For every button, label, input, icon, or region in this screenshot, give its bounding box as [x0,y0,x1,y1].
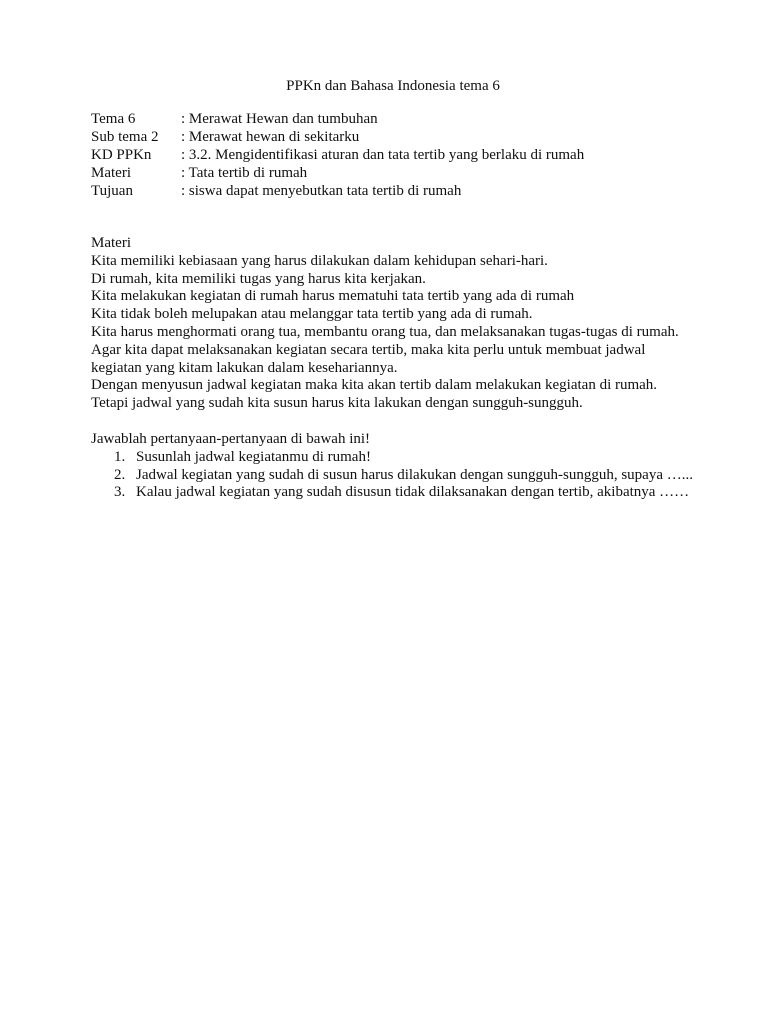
paragraph-line: Kita memiliki kebiasaan yang harus dilakukan dalam kehidupan sehari-hari. [91,252,548,269]
question-text: Susunlah jadwal kegiatanmu di rumah! [136,448,371,465]
paragraph-line: Agar kita dapat melaksanakan kegiatan secara tertib, maka kita perlu untuk membuat jadwal [91,341,646,358]
paragraph-line: Di rumah, kita memiliki tugas yang harus kita kerjakan. [91,270,426,287]
paragraph-line: Kita melakukan kegiatan di rumah harus mematuhi tata tertib yang ada di rumah [91,288,575,305]
info-table [91,110,584,200]
paragraph-line: Dengan menyusun jadwal kegiatan maka kita akan tertib dalam melakukan kegiatan di rumah. [91,377,658,394]
paragraph-line: Kita tidak boleh melupakan atau melanggar tata tertib yang ada di rumah. [91,306,533,323]
question-item [91,484,751,502]
questions-section [91,431,751,502]
question-number: 2. [114,466,126,483]
questions-instruction: Jawablah pertanyaan-pertanyaan di bawah ini! [91,431,371,447]
info-label: Materi [91,165,131,181]
info-label: Sub tema 2 [91,129,159,145]
info-label: KD PPKn [91,147,152,163]
question-list [91,449,751,502]
question-text: Kalau jadwal kegiatan yang sudah disusun tidak dilaksanakan dengan tertib, akibatnya …… [136,484,690,501]
paragraph-line: Kita harus menghormati orang tua, membantu orang tua, dan melaksanakan tugas-tugas di rumah. [91,323,679,340]
paragraph-line: kegiatan yang kitam lakukan dalam kesehariannya. [91,359,398,376]
question-item [91,449,751,467]
info-row-kd-ppkn [91,146,584,164]
info-row-materi [91,164,584,182]
info-row-sub-tema [91,128,584,146]
materi-section [91,235,751,413]
info-value: : siswa dapat menyebutkan tata tertib di rumah [181,183,462,199]
info-row-tema [91,110,584,128]
paragraph-line: Tetapi jadwal yang sudah kita susun harus kita lakukan dengan sungguh-sungguh. [91,395,583,412]
question-item [91,467,751,485]
question-text: Jadwal kegiatan yang sudah di susun harus dilakukan dengan sungguh-sungguh, supaya …... [136,466,693,483]
info-row-tujuan [91,182,584,200]
info-value: : 3.2. Mengidentifikasi aturan dan tata tertib yang berlaku di rumah [181,147,585,163]
info-value: : Merawat Hewan dan tumbuhan [181,111,378,127]
info-value: : Merawat hewan di sekitarku [181,129,360,145]
question-number: 3. [114,484,126,501]
materi-heading: Materi [91,235,131,251]
document-title: PPKn dan Bahasa Indonesia tema 6 [286,78,500,94]
question-number: 1. [114,448,126,465]
info-label: Tema 6 [91,111,136,127]
info-value: : Tata tertib di rumah [181,165,308,181]
info-label: Tujuan [91,183,133,199]
